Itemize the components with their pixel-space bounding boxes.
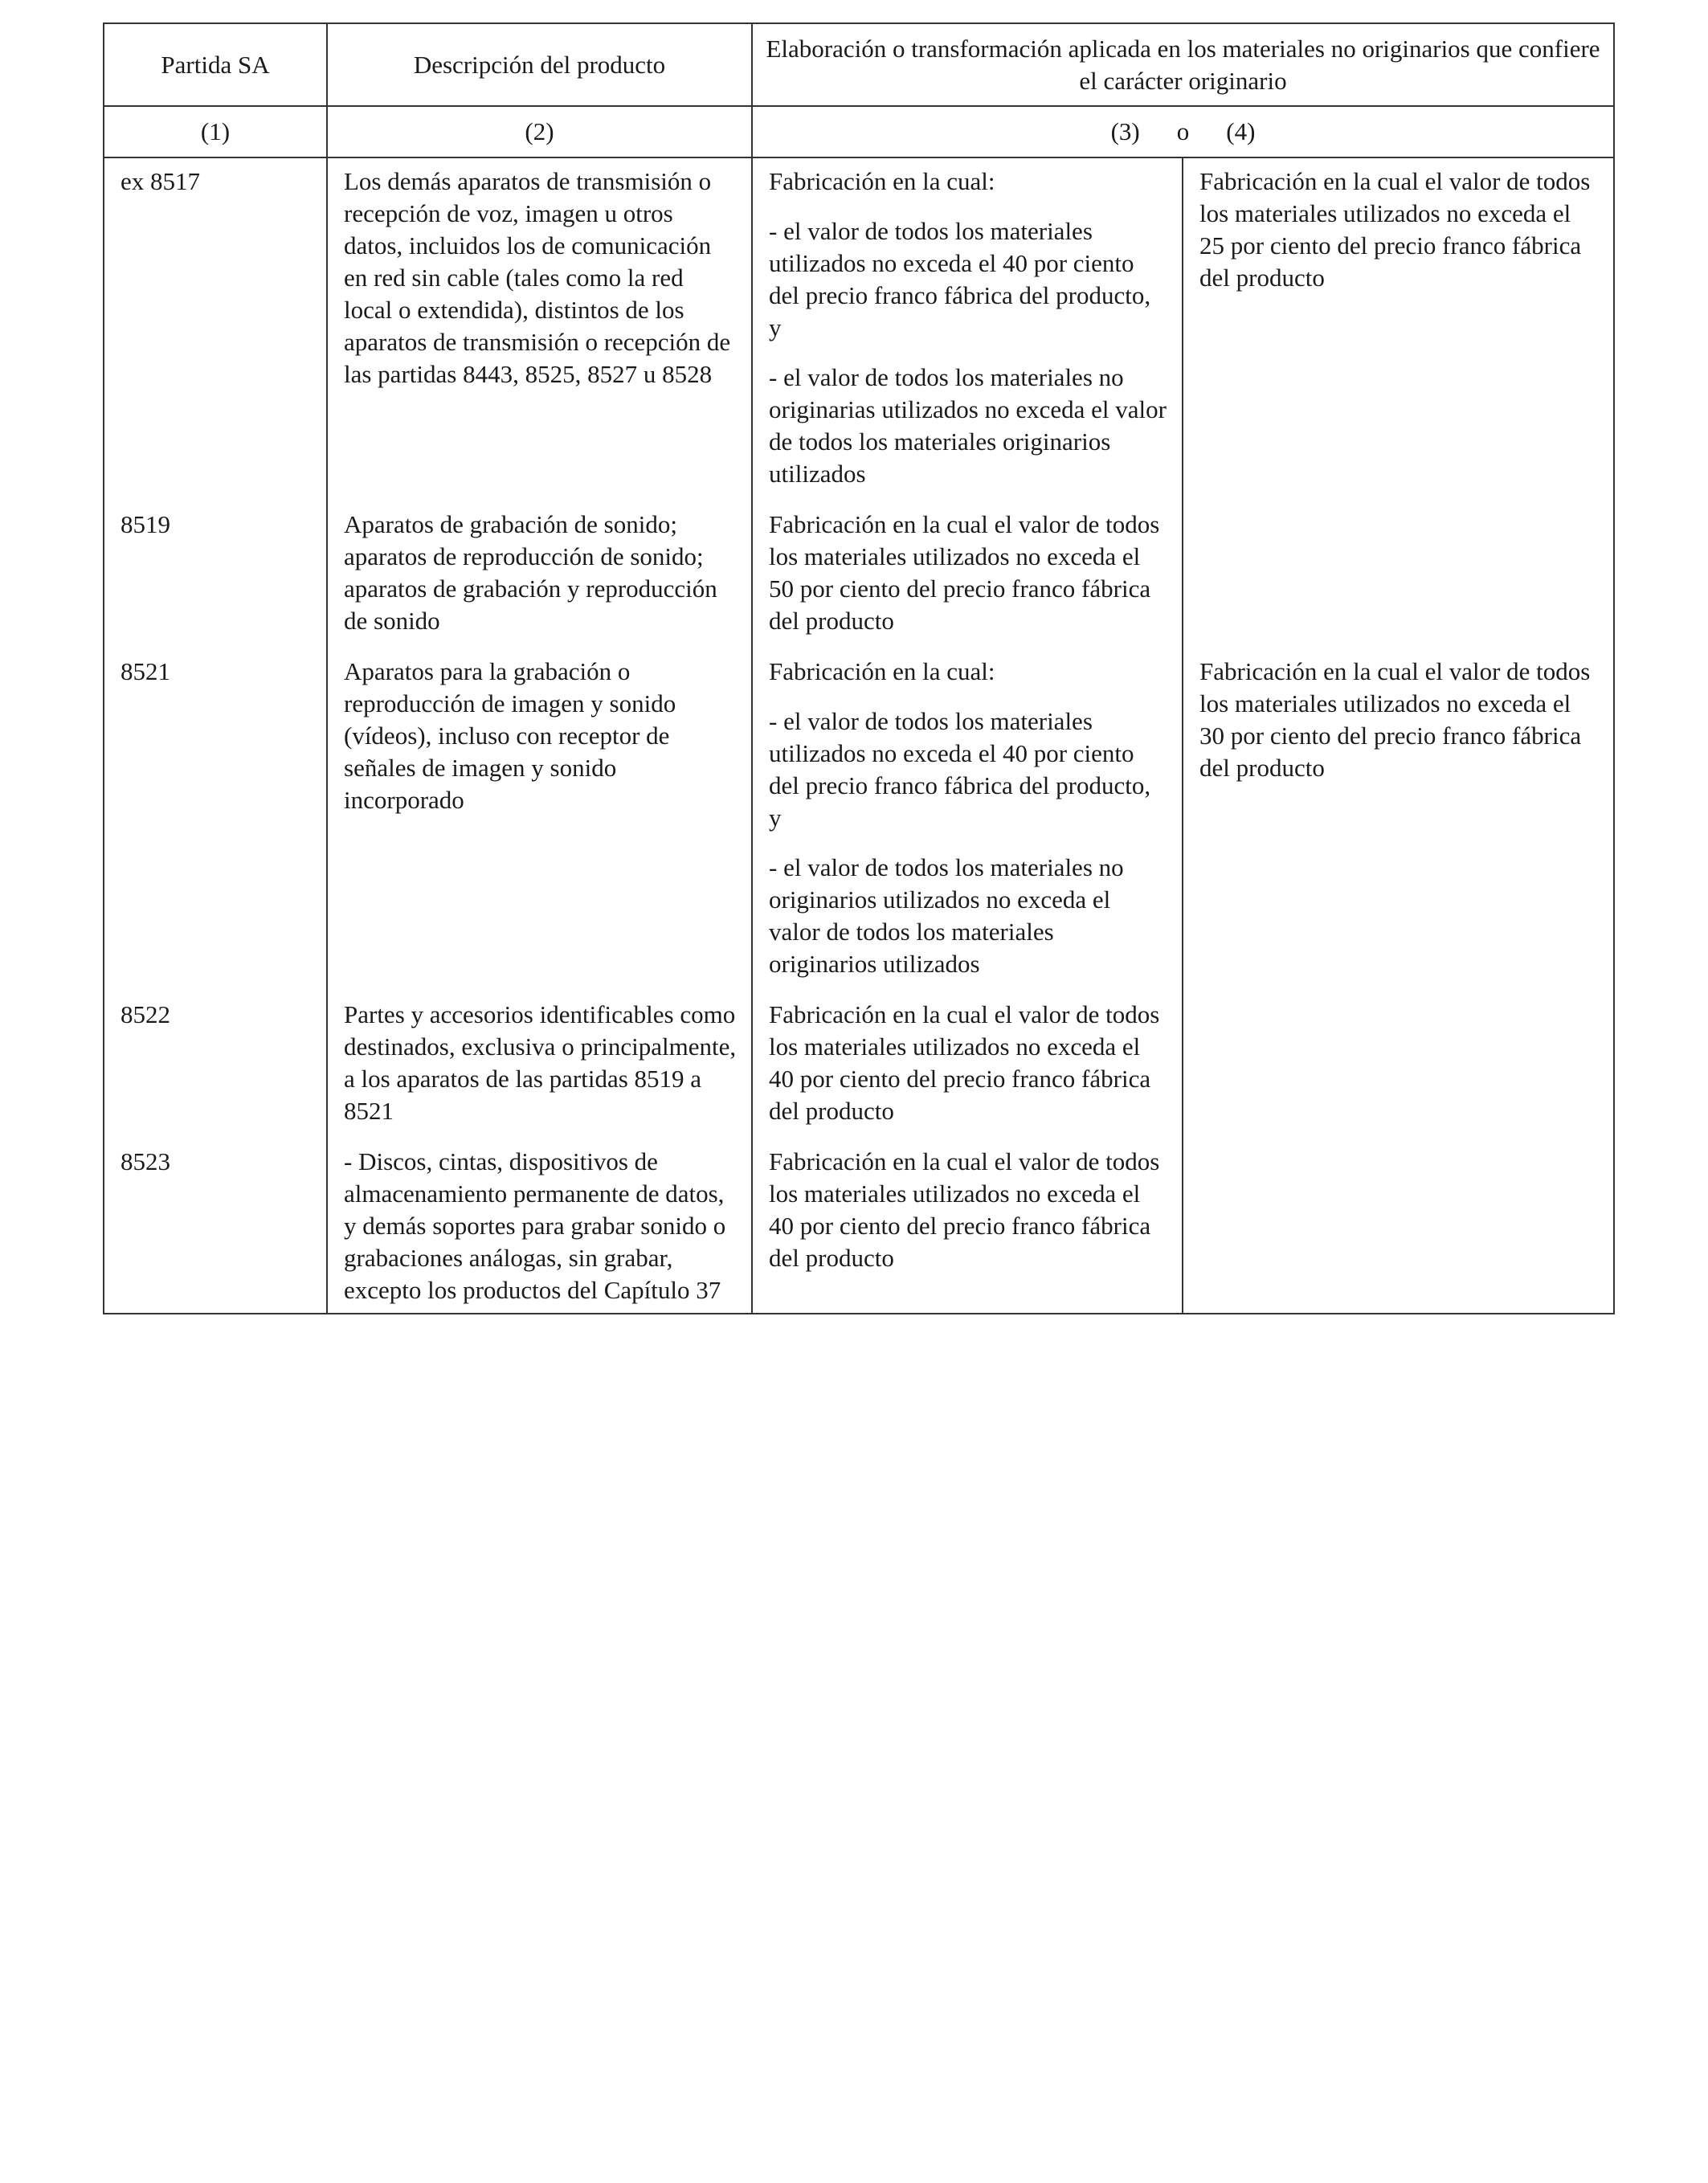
column-number-2: (2) xyxy=(327,106,752,157)
rule-paragraph: Fabricación en la cual el valor de todos los materiales utilizados no exceda el 50 por ciento del precio franco fábrica del producto xyxy=(769,510,1160,635)
hs-code-cell: ex 8517 xyxy=(104,157,327,501)
header-working-processing: Elaboración o transformación aplicada en los materiales no originarios que confiere el carácter originario xyxy=(752,23,1614,106)
description-cell: Los demás aparatos de transmisión o recepción de voz, imagen u otros datos, incluidos los de comunicación en red sin cable (tales como la red local o extendida), distintos de los aparatos de transmisión o recepción de las partidas 8443, 8525, 8527 u 8528 xyxy=(327,157,752,501)
description-cell: - Discos, cintas, dispositivos de almacenamiento permanente de datos, y demás soportes para grabar sonido o grabaciones análogas, sin grabar, excepto los productos del Capítulo 37 xyxy=(327,1139,752,1314)
rule-column-4-cell xyxy=(1183,501,1614,648)
rule-column-4-cell: Fabricación en la cual el valor de todos los materiales utilizados no exceda el 30 por ciento del precio franco fábrica del producto xyxy=(1183,648,1614,991)
rule-paragraph: - el valor de todos los materiales utilizados no exceda el 40 por ciento del precio franco fábrica del producto, y xyxy=(769,707,1151,832)
hs-code-cell: 8519 xyxy=(104,501,327,648)
rule-paragraph: Fabricación en la cual: xyxy=(769,167,995,195)
rule-paragraph: - el valor de todos los materiales no originarios utilizados no exceda el valor de todos los materiales originarios utilizados xyxy=(769,853,1124,978)
table-row xyxy=(104,501,1614,648)
hs-code-cell: 8522 xyxy=(104,991,327,1139)
header-row xyxy=(104,23,1614,106)
header-product-description: Descripción del producto xyxy=(327,23,752,106)
rule-paragraph: Fabricación en la cual: xyxy=(769,657,995,685)
or-separator: o xyxy=(1176,117,1190,145)
column-number-1: (1) xyxy=(104,106,327,157)
rule-column-3-cell xyxy=(752,648,1183,991)
rules-table xyxy=(103,22,1615,1314)
rule-column-4-cell xyxy=(1183,991,1614,1139)
rule-paragraph: - el valor de todos los materiales utilizados no exceda el 40 por ciento del precio franco fábrica del producto, y xyxy=(769,217,1151,341)
rule-column-3-cell xyxy=(752,1139,1183,1314)
rule-column-4-cell xyxy=(1183,1139,1614,1314)
description-cell: Aparatos para la grabación o reproducción de imagen y sonido (vídeos), incluso con receptor de señales de imagen y sonido incorporado xyxy=(327,648,752,991)
description-cell: Aparatos de grabación de sonido; aparatos de reproducción de sonido; aparatos de grabación y reproducción de sonido xyxy=(327,501,752,648)
rule-paragraph: Fabricación en la cual el valor de todos los materiales utilizados no exceda el 40 por ciento del precio franco fábrica del producto xyxy=(769,1000,1160,1125)
column-number-row xyxy=(104,106,1614,157)
table-row xyxy=(104,991,1614,1139)
hs-code-cell: 8521 xyxy=(104,648,327,991)
rule-column-3-cell xyxy=(752,991,1183,1139)
table-row xyxy=(104,648,1614,991)
rule-column-3-cell xyxy=(752,501,1183,648)
description-cell: Partes y accesorios identificables como destinados, exclusiva o principalmente, a los aparatos de las partidas 8519 a 8521 xyxy=(327,991,752,1139)
table-row xyxy=(104,157,1614,501)
column-number-3: (3) xyxy=(1110,117,1140,145)
rule-column-4-cell: Fabricación en la cual el valor de todos los materiales utilizados no exceda el 25 por ciento del precio franco fábrica del producto xyxy=(1183,157,1614,501)
column-number-4: (4) xyxy=(1226,117,1256,145)
hs-code-cell: 8523 xyxy=(104,1139,327,1314)
rule-paragraph: Fabricación en la cual el valor de todos los materiales utilizados no exceda el 40 por ciento del precio franco fábrica del producto xyxy=(769,1147,1160,1272)
rule-column-3-cell xyxy=(752,157,1183,501)
column-number-3-or-4 xyxy=(752,106,1614,157)
table-row xyxy=(104,1139,1614,1314)
rule-paragraph: - el valor de todos los materiales no originarias utilizados no exceda el valor de todos los materiales originarios utilizados xyxy=(769,363,1167,488)
header-hs-heading: Partida SA xyxy=(104,23,327,106)
